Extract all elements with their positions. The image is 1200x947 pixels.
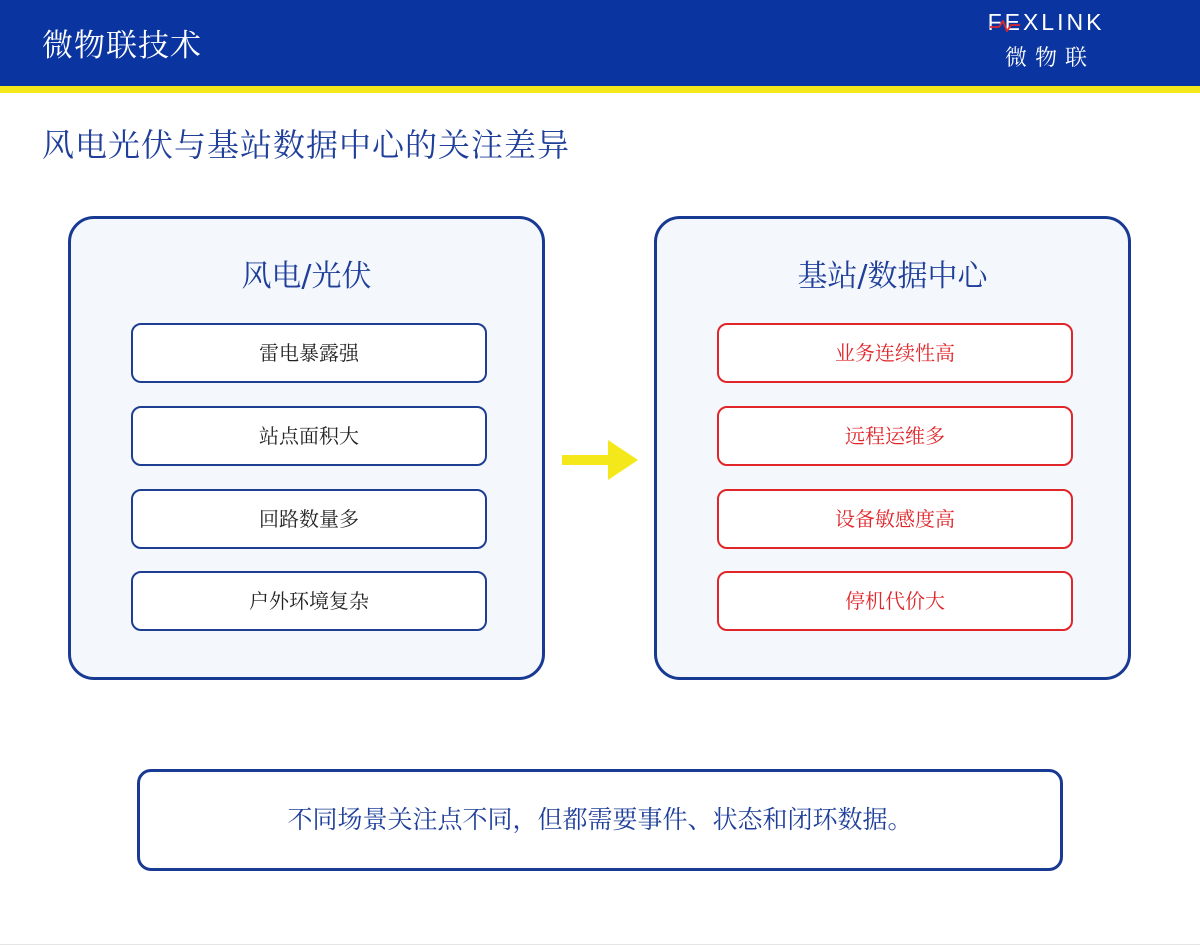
- wind-solar-item-lightning: 雷电暴露强: [131, 323, 487, 383]
- wind-solar-item-environment: 户外环境复杂: [131, 571, 487, 631]
- brand-name-cn: 微物联: [1004, 46, 1095, 71]
- pulse-line-icon: [990, 20, 1020, 32]
- summary-box: 不同场景关注点不同，但都需要事件、状态和闭环数据。: [137, 769, 1063, 871]
- base-station-datacenter-heading: 基站/数据中心: [797, 259, 988, 294]
- page-title: 风电光伏与基站数据中心的关注差异: [42, 126, 571, 164]
- brand-logo: [980, 8, 1112, 72]
- datacenter-item-remote-ops: 远程运维多: [717, 406, 1073, 466]
- wind-solar-item-circuits: 回路数量多: [131, 489, 487, 549]
- wind-solar-panel: [68, 216, 545, 680]
- header-accent-stripe: [0, 86, 1200, 93]
- header-title: 微物联技术: [42, 28, 202, 64]
- datacenter-item-downtime-cost: 停机代价大: [717, 571, 1073, 631]
- datacenter-item-continuity: 业务连续性高: [717, 323, 1073, 383]
- bottom-divider: [0, 944, 1200, 945]
- base-station-datacenter-panel: [654, 216, 1131, 680]
- header-bar: [0, 0, 1200, 86]
- arrow-right-icon: [562, 436, 640, 484]
- wind-solar-item-site-area: 站点面积大: [131, 406, 487, 466]
- datacenter-item-sensitivity: 设备敏感度高: [717, 489, 1073, 549]
- wind-solar-heading: 风电/光伏: [241, 259, 372, 294]
- brand-name-en: FEXLINK: [987, 9, 1105, 35]
